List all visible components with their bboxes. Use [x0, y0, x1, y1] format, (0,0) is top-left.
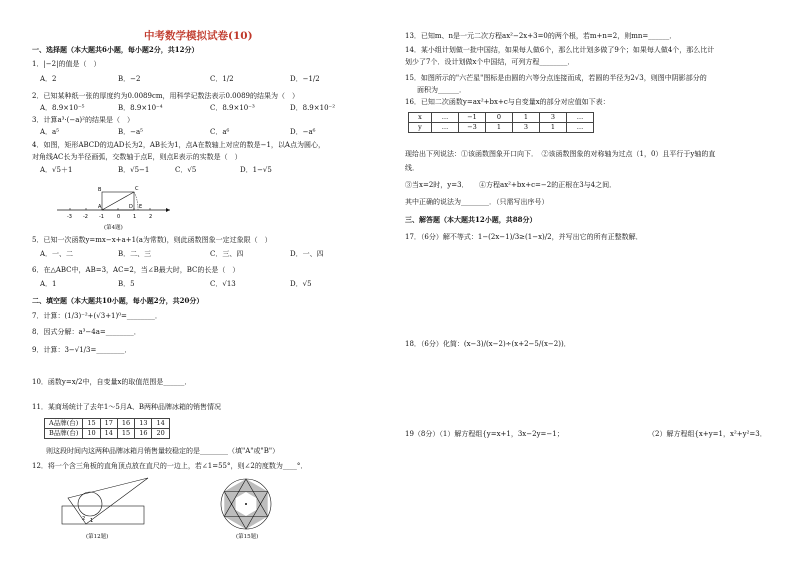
- svg-text:C: C: [135, 186, 139, 192]
- q9: 9．计算：3−√1/3=________．: [32, 346, 132, 354]
- q16-statements-3: ③当x=2时，y=3． ④方程ax²+bx+c=−2的正根在3与4之间．: [405, 181, 617, 189]
- q2-opt-d: D．8.9×10⁻²: [290, 104, 336, 112]
- q16-row-y: [409, 123, 594, 133]
- q5-stem: 5．已知一次函数y=mx−x+a+1(a为常数)，则此函数图象一定过象限（ ）: [32, 236, 272, 244]
- q16-cell: x: [409, 113, 432, 123]
- q5-opt-a: A．一、二: [40, 250, 74, 258]
- q19-part1: 19（8分）（1）解方程组{y=x+1，3x−2y=−1；: [405, 430, 564, 438]
- q3-opt-c: C．a⁶: [210, 128, 230, 136]
- hexagram-caption: (第15题): [236, 534, 259, 540]
- q17: 17．（6分）解不等式：1−(2x−1)/3≥(1−x)/2，并写出它的所有正整数解．: [405, 233, 643, 241]
- q2-stem: 2．已知某种纸一张的厚度约为0.0089cm，用科学记数法表示0.0089的结果为（ ）: [32, 92, 299, 100]
- q16-cell: 1: [540, 123, 567, 133]
- q19-part2: （2）解方程组{x+y=1，x²+y²=3．: [648, 430, 767, 438]
- q11-cell: 14: [152, 419, 169, 429]
- q6-stem: 6．在△ABC中，AB=3，AC=2，当∠B最大时，BC的长是（ ）: [32, 266, 240, 274]
- q3-opt-d: D．−a⁶: [290, 128, 316, 136]
- svg-text:B: B: [98, 187, 102, 193]
- q1-opt-a: A．2: [40, 75, 57, 83]
- q15-line2: 面积为______．: [417, 86, 466, 94]
- q3-stem: 3．计算a³·(−a)²的结果是（ ）: [32, 116, 134, 124]
- svg-text:E: E: [139, 204, 143, 210]
- svg-text:-1: -1: [99, 214, 104, 220]
- svg-text:A: A: [98, 204, 102, 210]
- q6-opt-a: A．1: [40, 280, 57, 288]
- q11-stem: 11．某商场统计了去年1～5月A、B两种品牌冰箱的销售情况: [32, 403, 222, 411]
- q11-tail: 则这段时间内这两种品牌冰箱月销售量较稳定的是________（填"A"或"B"）: [32, 447, 280, 455]
- q11-cell: 15: [117, 429, 134, 439]
- page-title: 中考数学模拟试卷(10): [144, 30, 253, 42]
- q11-table: [44, 418, 170, 439]
- q2-opt-b: B．8.9×10⁻⁴: [118, 104, 163, 112]
- q1-opt-d: D．−1/2: [290, 75, 320, 83]
- q16-cell: …: [432, 123, 459, 133]
- q15-line1: 15．如图所示的"六芒星"图标是由圆的六等分点连接而成，若圆的半径为2√3，则图中阴影部分的: [405, 74, 707, 82]
- q8: 8．因式分解：a³−4a=________．: [32, 328, 141, 336]
- q1-stem: 1．|−2|的值是（ ）: [32, 60, 101, 68]
- section-choice-heading: 一、选择题（本大题共6小题，每小题2分，共12分）: [32, 45, 199, 54]
- q11-cell: 14: [100, 429, 117, 439]
- q11-cell: B品牌(台): [45, 429, 83, 439]
- q16-statements-1: 现给出下列说法：①该函数图象开口向下． ②该函数图象的对称轴为过点（1，0）且平行于y轴的直: [405, 150, 716, 158]
- q11-cell: 10: [83, 429, 100, 439]
- section-fill-heading: 二、填空题（本大题共10小题，每小题2分，共20分）: [32, 296, 204, 305]
- q1-opt-b: B．−2: [118, 75, 141, 83]
- q5-opt-b: B．二、三: [118, 250, 152, 258]
- q11-cell: 15: [83, 419, 100, 429]
- svg-text:D: D: [129, 204, 133, 210]
- q12-figure: [60, 472, 155, 532]
- q18: 18．（6分）化简：(x−3)/(x−2)÷(x+2−5/(x−2))．: [405, 340, 571, 348]
- q4-caption: (第4题): [104, 225, 123, 231]
- q11-row-a: [45, 419, 170, 429]
- q4-stem-line2: 对角线AC长为半径画弧，交数轴于点E，则点E表示的实数是（ ）: [32, 153, 242, 161]
- q4-stem-line1: 4．如图，矩形ABCD的边AD长为2，AB长为1，点A在数轴上对应的数是−1，以A点为圆心，: [32, 141, 325, 149]
- q16-row-x: [409, 113, 594, 123]
- q16-cell: 1: [513, 113, 540, 123]
- q4-figure: [55, 180, 175, 230]
- q11-cell: 16: [117, 419, 134, 429]
- q14-line2: 划少了7个．设计划做x个中国结，可列方程________．: [405, 58, 575, 66]
- svg-text:-2: -2: [83, 214, 88, 220]
- q2-opt-a: A．8.9×10⁻⁵: [40, 104, 85, 112]
- q3-opt-b: B．−a⁵: [118, 128, 143, 136]
- q11-cell: 17: [100, 419, 117, 429]
- q1-opt-c: C．1/2: [210, 75, 234, 83]
- q16-cell: 1: [486, 123, 513, 133]
- q12-stem: 12．将一个含三角板的直角顶点放在直尺的一边上，若∠1=55°，则∠2的度数为____°．: [32, 462, 308, 470]
- q10: 10．函数y=x/2中，自变量x的取值范围是______．: [32, 378, 192, 386]
- svg-text:2: 2: [149, 214, 153, 220]
- q16-cell: y: [409, 123, 432, 133]
- q12-caption: (第12题): [86, 534, 109, 540]
- q11-cell: 20: [152, 429, 169, 439]
- q16-cell: 3: [540, 113, 567, 123]
- q16-cell: −3: [459, 123, 486, 133]
- q16-cell: 0: [486, 113, 513, 123]
- q16-answer-line: 其中正确的说法为________．（只需写出序号）: [405, 198, 549, 206]
- q6-opt-b: B．5: [118, 280, 135, 288]
- q11-cell: 16: [135, 429, 152, 439]
- svg-text:2: 2: [82, 516, 86, 522]
- q2-opt-c: C．8.9×10⁻³: [210, 104, 255, 112]
- q5-opt-c: C．三、四: [210, 250, 244, 258]
- svg-text:0: 0: [117, 214, 121, 220]
- svg-text:1: 1: [90, 518, 94, 524]
- q11-cell: 13: [135, 419, 152, 429]
- q5-opt-d: D．一、四: [290, 250, 324, 258]
- q6-opt-c: C．√13: [210, 280, 236, 288]
- q16-stem: 16．已知二次函数y=ax²+bx+c与自变量x的部分对应值如下表：: [405, 98, 610, 106]
- q4-opt-c: C．√5: [175, 166, 197, 174]
- q7: 7．计算：(1/3)⁻²+(√3+1)⁰=________．: [32, 312, 162, 320]
- q4-opt-a: A．√5＋1: [40, 166, 73, 174]
- q16-cell: 3: [513, 123, 540, 133]
- q11-cell: A品牌(台): [45, 419, 83, 429]
- hexagram-figure: [218, 476, 274, 532]
- q16-cell: −1: [459, 113, 486, 123]
- q13: 13．已知m、n是一元二次方程ax²−2x+3=0的两个根，若m+n=2，则mn=______．: [405, 32, 677, 40]
- q6-opt-d: D．√5: [290, 280, 312, 288]
- section-solve-heading: 三、解答题（本大题共12小题，共88分）: [405, 215, 537, 224]
- svg-text:-3: -3: [67, 214, 72, 220]
- q3-opt-a: A．a⁵: [40, 128, 60, 136]
- q16-table: [408, 112, 594, 133]
- q11-row-b: [45, 429, 170, 439]
- q16-cell: …: [567, 113, 594, 123]
- q14-line1: 14．某小组计划做一批中国结，如果每人做6个，那么比计划多做了9个；如果每人做4个，那么比计: [405, 46, 715, 54]
- q16-cell: …: [432, 113, 459, 123]
- q4-opt-b: B．√5−1: [118, 166, 150, 174]
- svg-text:1: 1: [133, 214, 137, 220]
- q4-opt-d: D．1−√5: [240, 166, 272, 174]
- q16-statements-2: 线．: [405, 164, 419, 172]
- q16-cell: …: [567, 123, 594, 133]
